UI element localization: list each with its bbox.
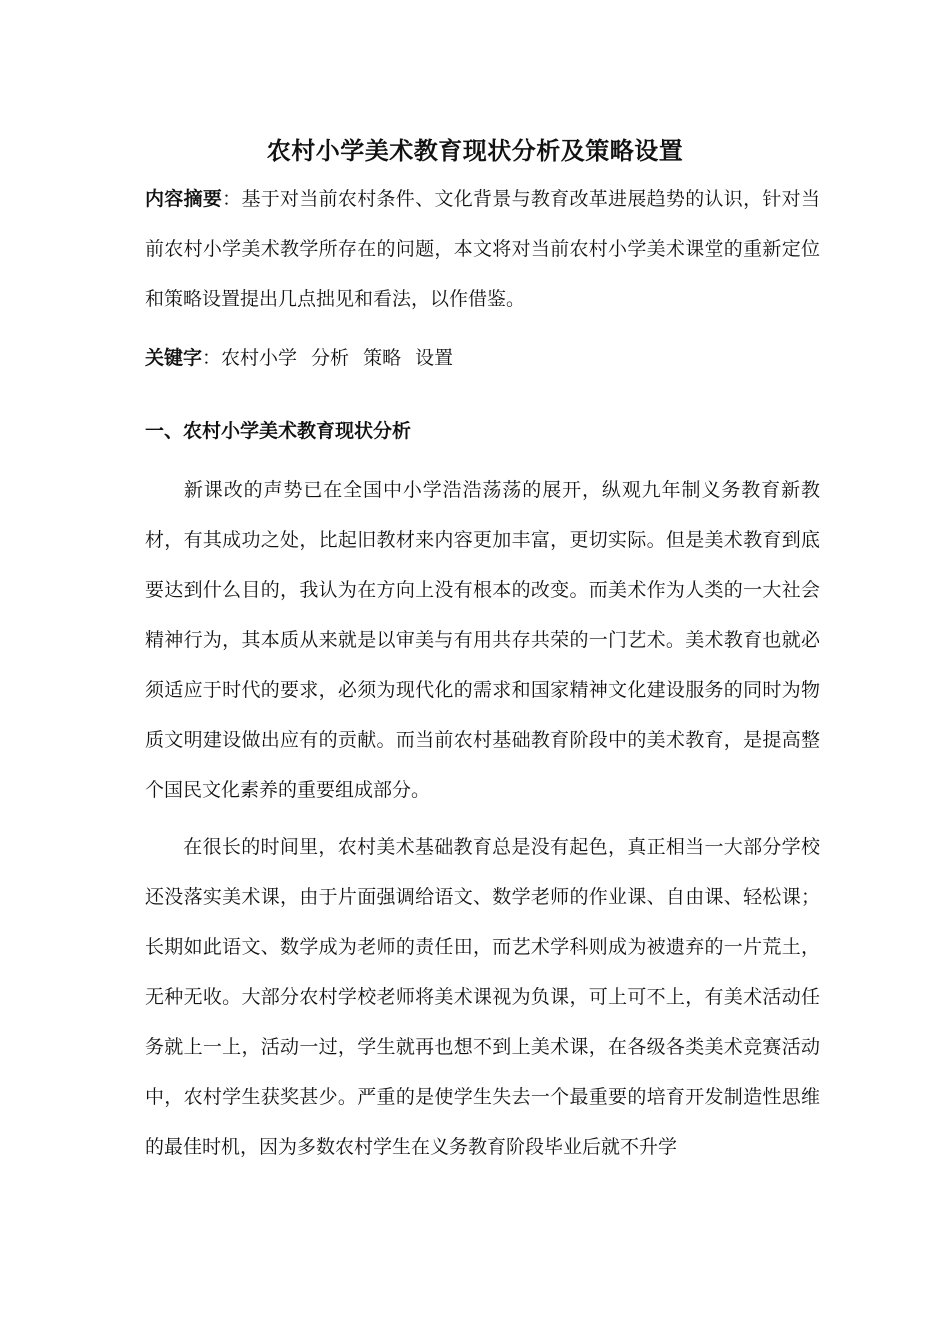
keyword-item: 农村小学 xyxy=(221,347,298,369)
paragraph-text: 新课改的声势已在全国中小学浩浩荡荡的展开，纵观九年制义务教育新教材，有其成功之处，比起旧教材来内容更加丰富，更切实际。但是美术教育到底要达到什么目的，我认为在方向上没有根本的改变。而美术作为人类的一大社会精神行为，其本质从来就是以审美与有用共存共荣的一门艺术。美术教育也就必须适应于时代的要求，必须为现代化的需求和国家精神文化建设服务的同时为物质文明建设做出应有的贡献。而当前农村基础教育阶段中的美术教育，是提高整个国民文化素养的重要组成部分。 xyxy=(145,479,820,801)
abstract-text: 基于对当前农村条件、文化背景与教育改革进展趋势的认识，针对当前农村小学美术教学所存在的问题，本文将对当前农村小学美术课堂的重新定位和策略设置提出几点拙见和看法，以作借鉴。 xyxy=(145,188,820,310)
body-paragraph xyxy=(145,822,820,1172)
paragraph-text: 在很长的时间里，农村美术基础教育总是没有起色，真正相当一大部分学校还没落实美术课，由于片面强调给语文、数学老师的作业课、自由课、轻松课；长期如此语文、数学成为老师的责任田，而艺术学科则成为被遗弃的一片荒土，无种无收。大部分农村学校老师将美术课视为负课，可上可不上，有美术活动任务就上一上，活动一过，学生就再也想不到上美术课，在各级各类美术竞赛活动中，农村学生获奖甚少。严重的是使学生失去一个最重要的培育开发制造性思维的最佳时机，因为多数农村学生在义务教育阶段毕业后就不升学 xyxy=(145,836,820,1158)
section-heading: 一、农村小学美术教育现状分析 xyxy=(145,420,412,442)
keyword-item: 策略 xyxy=(363,347,402,369)
keyword-item: 设置 xyxy=(415,347,454,369)
keywords-label: 关键字 xyxy=(145,347,203,369)
body-paragraph xyxy=(145,465,820,815)
document-title: 农村小学美术教育现状分析及策略设置 xyxy=(266,137,684,165)
keywords-separator: ： xyxy=(202,347,222,369)
keyword-item: 分析 xyxy=(311,347,350,369)
abstract-label: 内容摘要 xyxy=(145,188,223,210)
abstract-paragraph xyxy=(145,174,820,324)
abstract-separator: ： xyxy=(222,188,242,210)
keywords-line xyxy=(145,333,820,383)
